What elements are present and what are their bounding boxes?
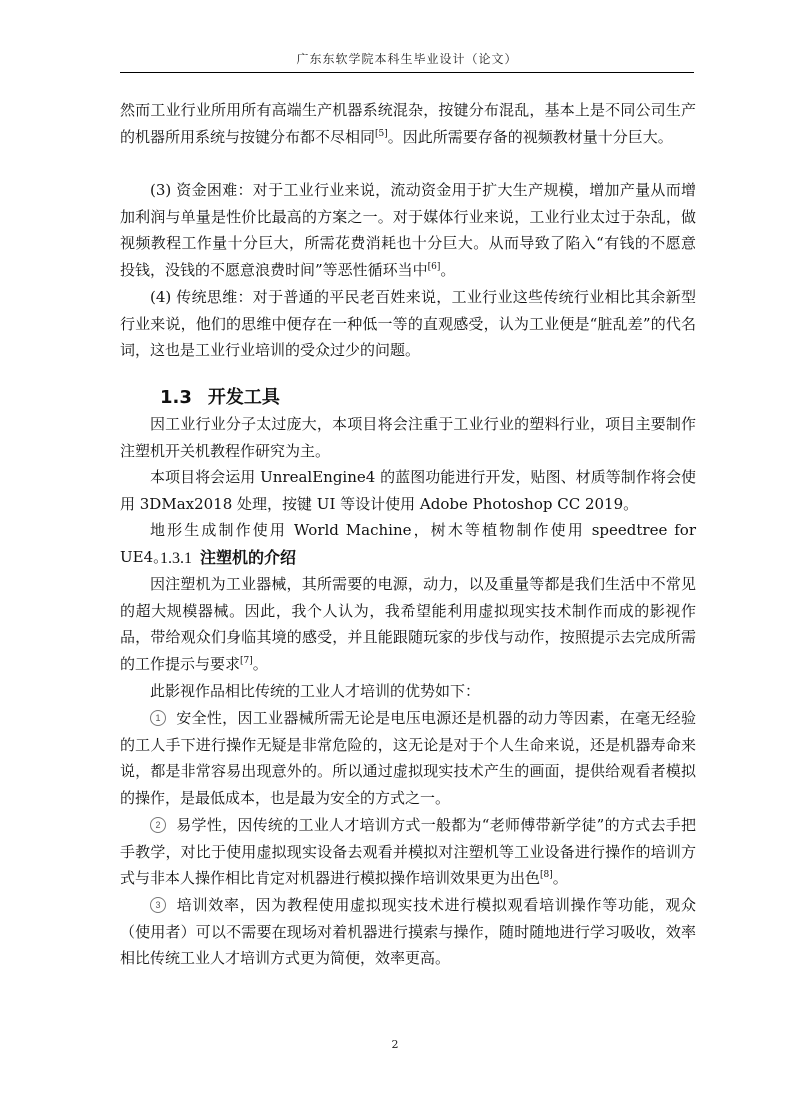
paragraph-terrain: 地形生成制作使用 World Machine，树木等植物制作使用 speedtree for UE4。 <box>120 521 696 566</box>
section-heading: 1.3 开发工具 <box>160 387 280 408</box>
circled-number-marker: 3 <box>150 897 166 913</box>
advantage-item: 2 易学性，因传统的工业人才培训方式一般都为“老师傅带新学徒”的方式去手把手教学，对比于使用虚拟现实设备去观看并模拟对注塑机等工业设备进行操作的培训方式与非本人操作相比肯定对机器进行模拟操作培训效果更为出色[8]。 <box>120 816 696 888</box>
paragraph-injection-machine: 因注塑机为工业器械，其所需要的电源，动力，以及重量等都是我们生活中不常见的超大规模器械。因此，我个人认为，我希望能利用虚拟现实技术制作而成的影视作品，带给观众们身临其境的感受，并且能跟随玩家的步伐与动作，按照提示去完成所需的工作提示与要求[7]。 <box>120 575 696 673</box>
paragraph-funding: (3) 资金困难：对于工业行业来说，流动资金用于扩大生产规模，增加产量从而增加利润与单量是性价比最高的方案之一。对于媒体行业来说，工业行业太过于杂乱，做视频教程工作量十分巨大，所需花费消耗也十分巨大。从而导致了陷入“有钱的不愿意投钱，没钱的不愿意浪费时间”等恶性循环当中[6]。 <box>120 181 696 279</box>
subsection-heading: 1.3.1 注塑机的介绍 <box>160 548 297 567</box>
citation-ref: [7] <box>240 655 253 666</box>
paragraph-scope: 因工业行业分子太过庞大，本项目将会注重于工业行业的塑料行业，项目主要制作注塑机开关机教程作研究为主。 <box>120 415 696 460</box>
citation-ref: [8] <box>540 870 553 881</box>
paragraph-traditional-thinking: (4) 传统思维：对于普通的平民老百姓来说，工业行业这些传统行业相比其余新型行业来说，他们的思维中便存在一种低一等的直观感受，认为工业便是“脏乱差”的代名词，这也是工业行业培训的受众过少的问题。 <box>120 288 696 360</box>
citation-ref: [5] <box>375 128 388 139</box>
circled-number-marker: 2 <box>150 817 166 833</box>
advantage-item: 1 安全性，因工业器械所需无论是电压电源还是机器的动力等因素，在毫无经验的工人手下进行操作无疑是非常危险的，这无论是对于个人生命来说，还是机器寿命来说，都是非常容易出现意外的。所以通过虚拟现实技术产生的画面，提供给观看者模拟的操作，是最低成本，也是最为安全的方式之一。 <box>120 709 696 807</box>
advantage-item: 3 培训效率，因为教程使用虚拟现实技术进行模拟观看培训操作等功能，观众（使用者）可以不需要在现场对着机器进行摸索与操作，随时随地进行学习吸收，效率相比传统工业人才培训方式更为简便，效率更高。 <box>120 896 696 968</box>
paragraph-continuation: 然而工业行业所用所有高端生产机器系统混杂，按键分布混乱，基本上是不同公司生产的机器所用系统与按键分布都不尽相同[5]。因此所需要存备的视频教材量十分巨大。 <box>120 101 696 146</box>
citation-ref: [6] <box>427 261 441 272</box>
paragraph-advantages-intro: 此影视作品相比传统的工业人才培训的优势如下： <box>150 682 481 700</box>
header-rule <box>120 72 694 73</box>
page-number: 2 <box>391 1038 399 1051</box>
circled-number-marker: 1 <box>150 710 166 726</box>
paragraph-tools: 本项目将会运用 UnrealEngine4 的蓝图功能进行开发，贴图、材质等制作将会使用 3DMax2018 处理，按键 UI 等设计使用 Adobe Photoshop CC 2019。 <box>120 468 696 513</box>
running-header: 广东东软学院本科生毕业设计（论文） <box>296 52 518 66</box>
